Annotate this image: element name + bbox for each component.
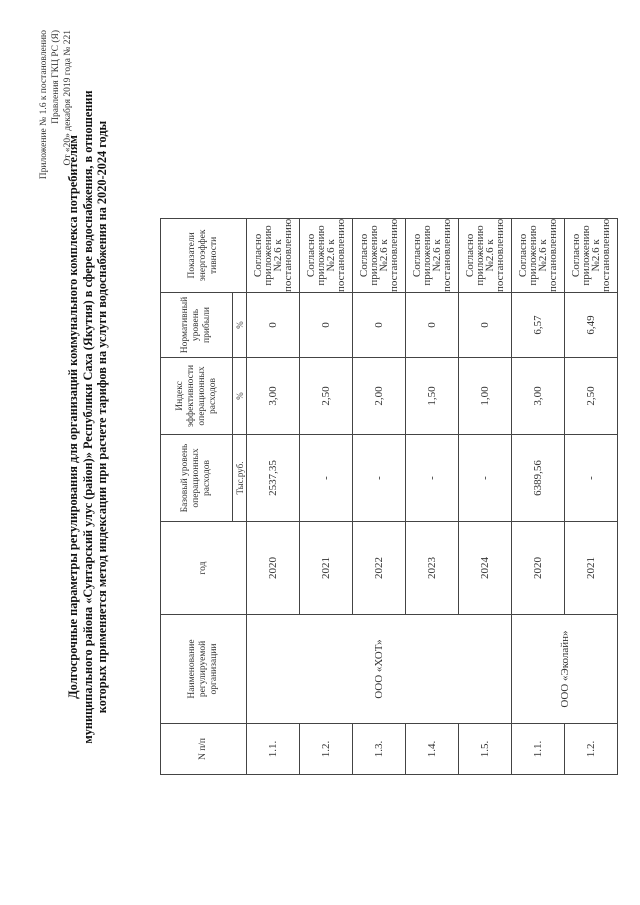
cell-n: 1.1. [512, 724, 565, 775]
cell-profit: 6,49 [565, 293, 618, 358]
cell-indicators: Согласно приложению №2.6 к постановлению [459, 218, 512, 292]
header-year: год [161, 522, 247, 615]
header-profit: Нормативный уровень прибыли [161, 293, 233, 358]
cell-indicators: Согласно приложению №2.6 к постановлению [565, 218, 618, 292]
cell-org: ООО «ХОТ» [247, 615, 512, 724]
table-header-row [161, 218, 233, 774]
cell-base: - [353, 435, 406, 522]
cell-base: - [300, 435, 353, 522]
cell-base: 2537,35 [247, 435, 300, 522]
cell-eff: 2,50 [565, 358, 618, 435]
cell-base: - [565, 435, 618, 522]
cell-eff: 1,00 [459, 358, 512, 435]
cell-eff: 2,50 [300, 358, 353, 435]
cell-indicators: Согласно приложению №2.6 к постановлению [353, 218, 406, 292]
header-eff: Индекс эффективности операционных расходов [161, 358, 233, 435]
header-n: N п/п [161, 724, 247, 775]
title-line-1: Долгосрочные параметры регулирования для организаций коммунального комплекса потребителям [66, 135, 80, 699]
cell-profit: 0 [459, 293, 512, 358]
cell-n: 1.1. [247, 724, 300, 775]
cell-n: 1.2. [300, 724, 353, 775]
cell-year: 2024 [459, 522, 512, 615]
cell-indicators: Согласно приложению №2.6 к постановлению [406, 218, 459, 292]
cell-org: ООО «Эколайн» [512, 615, 618, 724]
title-line-2: муниципального района «Сунтарский улус (район)» Республики Саха (Якутия) в сфере водоснабжения, в отношении [80, 90, 95, 744]
cell-base: - [406, 435, 459, 522]
cell-year: 2020 [512, 522, 565, 615]
cell-profit: 0 [406, 293, 459, 358]
cell-eff: 3,00 [512, 358, 565, 435]
cell-indicators: Согласно приложению №2.6 к постановлению [512, 218, 565, 292]
cell-base: - [459, 435, 512, 522]
appendix-line-1: Приложение № 1.6 к постановлению [39, 30, 49, 180]
cell-year: 2023 [406, 522, 459, 615]
appendix-line-3: От «20» декабря 2019 года № 221 [63, 30, 73, 166]
cell-profit: 0 [300, 293, 353, 358]
document-title [66, 47, 110, 787]
header-indicators: Показатели энергоэффек тивности [161, 218, 247, 292]
cell-eff: 3,00 [247, 358, 300, 435]
unit-profit: % [233, 293, 247, 358]
appendix-line-2: Правления ГКЦ РС (Я) [51, 30, 61, 124]
unit-eff: % [233, 358, 247, 435]
cell-n: 1.2. [565, 724, 618, 775]
cell-year: 2022 [353, 522, 406, 615]
table-row [247, 218, 300, 774]
cell-indicators: Согласно приложению №2.6 к постановлению [247, 218, 300, 292]
cell-year: 2020 [247, 522, 300, 615]
cell-n: 1.5. [459, 724, 512, 775]
header-name-label: Наименование регулируемой организации [187, 639, 219, 699]
cell-n: 1.4. [406, 724, 459, 775]
cell-eff: 1,50 [406, 358, 459, 435]
cell-n: 1.3. [353, 724, 406, 775]
cell-profit: 6,57 [512, 293, 565, 358]
cell-profit: 0 [353, 293, 406, 358]
unit-base: Тыс.руб. [233, 435, 247, 522]
cell-year: 2021 [565, 522, 618, 615]
table-row [512, 218, 565, 774]
title-line-3: которых применяется метод индексации при расчете тарифов на услуги водоснабжения на 2020-2024 годы [95, 120, 110, 714]
cell-profit: 0 [247, 293, 300, 358]
cell-eff: 2,00 [353, 358, 406, 435]
cell-indicators: Согласно приложению №2.6 к постановлению [300, 218, 353, 292]
cell-base: 6389,56 [512, 435, 565, 522]
parameters-table [160, 218, 618, 775]
header-name [161, 615, 247, 724]
cell-year: 2021 [300, 522, 353, 615]
header-base: Базовый уровень операционных расходов [161, 435, 233, 522]
